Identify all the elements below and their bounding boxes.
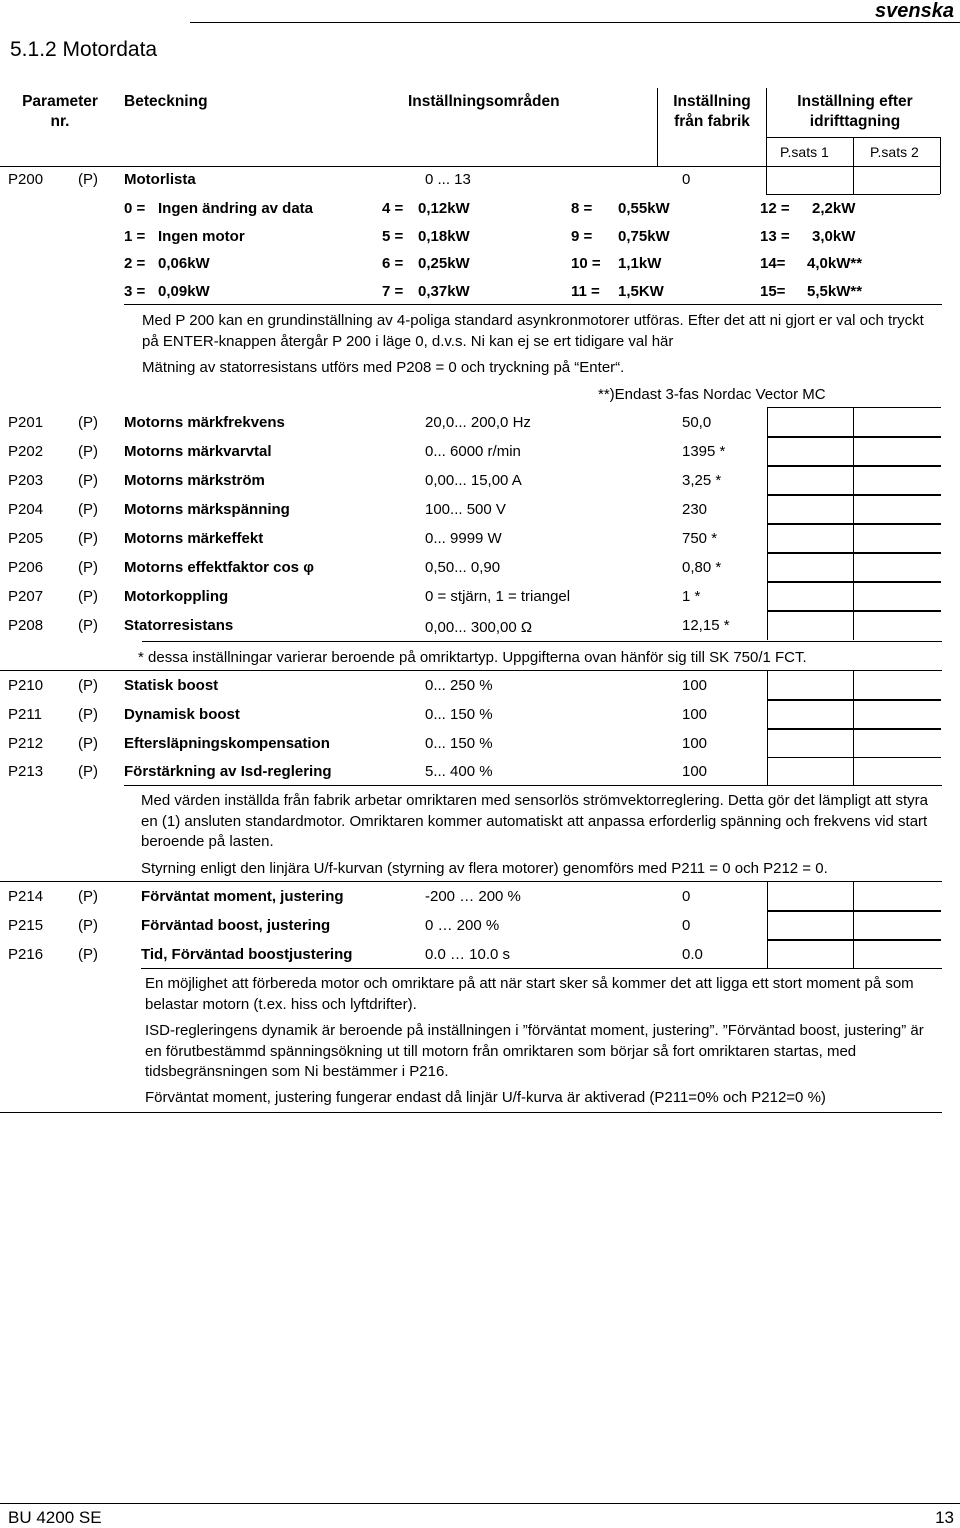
opt-2-key: 2 = (124, 255, 146, 272)
row-p208-name: Statorresistans (124, 617, 234, 634)
opt-1-val: Ingen motor (158, 228, 245, 245)
row-p216-factory: 0.0 (682, 946, 703, 963)
row-p212-nr: P212 (8, 735, 44, 752)
row-p204-p: (P) (78, 501, 98, 518)
box-p211-set1 (767, 699, 854, 730)
opt-13-val: 3,0kW (812, 228, 856, 245)
opt-6-val: 0,25kW (418, 255, 470, 272)
box-p204-set2 (853, 494, 941, 525)
row-p212-name: Eftersläpningskompensation (124, 735, 330, 752)
header-set-right (940, 137, 941, 194)
header-after-line1: Inställning efter (797, 93, 913, 110)
p200-options-rule (124, 304, 942, 305)
header-factory-line1: Inställning (673, 93, 751, 110)
header-parameter (14, 92, 106, 132)
opt-1-key: 1 = (124, 228, 146, 245)
row-p215-nr: P215 (8, 917, 44, 934)
row-p205-range: 0... 9999 W (425, 530, 502, 547)
box-p203-set2 (853, 465, 941, 496)
row-p202-range: 0... 6000 r/min (425, 443, 521, 460)
row-p210-p: (P) (78, 677, 98, 694)
box-p212-set2 (853, 728, 941, 758)
p200-name: Motorlista (124, 171, 196, 188)
opt-14-val: 4,0kW** (807, 255, 863, 272)
row-p203-factory: 3,25 * (682, 472, 722, 489)
box-p216-set2 (853, 939, 941, 968)
language-label: svenska (875, 0, 954, 22)
opt-5-key: 5 = (382, 228, 404, 245)
opt-5-val: 0,18kW (418, 228, 470, 245)
p200-note2: Mätning av statorresistans utförs med P208 = 0 och tryckning på “Enter“. (142, 359, 625, 376)
row-p212-factory: 100 (682, 735, 708, 752)
header-factory (660, 92, 764, 132)
box-p213-set1 (767, 757, 854, 785)
row-p201-name: Motorns märkfrekvens (124, 414, 285, 431)
para-b1: Med värden inställda från fabrik arbetar omriktaren med sensorlös strömvektorreglering. Detta gör det lämpligt att styra en (1) ansluten standardmotor. Omriktaren kommer automatiskt att anpassa erforderlig spänning och frekvens vid start beroende på lasten. (141, 792, 929, 850)
row-p204-factory: 230 (682, 501, 708, 518)
box-p201-set2 (853, 407, 941, 438)
header-bottom-rule (0, 166, 940, 167)
box-p206-set1 (767, 552, 854, 583)
box-p206-set2 (853, 552, 941, 583)
box-p201-set1 (767, 407, 854, 438)
opt-4-key: 4 = (382, 200, 404, 217)
row-p204-name: Motorns märkspänning (124, 501, 290, 518)
opt-10-val: 1,1kW (618, 255, 662, 272)
opt-3-val: 0,09kW (158, 283, 210, 300)
box-p214-set2 (853, 881, 941, 912)
row-p211-range: 0... 150 % (425, 706, 493, 723)
header-factory-line2: från fabrik (674, 113, 750, 130)
header-divider-2 (766, 88, 767, 194)
opt-7-key: 7 = (382, 283, 404, 300)
row-p213-factory: 100 (682, 763, 708, 780)
p200-nr: P200 (8, 171, 44, 188)
box-p216-set1 (767, 939, 854, 968)
row-p216-name: Tid, Förväntad boostjustering (141, 946, 353, 963)
box-p203-set1 (767, 465, 854, 496)
box-p202-set1 (767, 436, 854, 467)
section-title: 5.1.2 Motordata (10, 38, 158, 61)
opt-10-key: 10 = (571, 255, 601, 272)
box-p205-set2 (853, 523, 941, 554)
row-p207-nr: P207 (8, 588, 44, 605)
row-p208-p: (P) (78, 617, 98, 634)
row-p206-range: 0,50... 0,90 (425, 559, 501, 576)
row-p214-range: -200 … 200 % (425, 888, 521, 905)
box-p208-set2 (853, 610, 941, 640)
opt-8-key: 8 = (571, 200, 593, 217)
opt-2-val: 0,06kW (158, 255, 210, 272)
footer-rule (0, 1503, 960, 1504)
row-p201-nr: P201 (8, 414, 44, 431)
p200-box-bottom (766, 194, 940, 195)
opt-0-val: Ingen ändring av data (158, 200, 314, 217)
box-p207-set2 (853, 581, 941, 612)
p208-rule (142, 641, 942, 642)
row-p202-p: (P) (78, 443, 98, 460)
para-c2: ISD-regleringens dynamik är beroende på inställningen i ”förväntat moment, justering”. ”Förväntad boost, justering” är en förutbestämmd spänningsökning ut till motorn från omriktaren som börjar så fort omriktaren startas, med tidsbegränsningen som Ni bestämmer i P216. (145, 1022, 924, 1080)
opt-7-val: 0,37kW (418, 283, 470, 300)
row-p207-factory: 1 * (682, 588, 701, 605)
header-set2: P.sats 2 (870, 144, 919, 160)
header-parameter-line2: nr. (50, 113, 70, 130)
box-p211-set2 (853, 699, 941, 730)
opt-13-key: 13 = (760, 228, 790, 245)
header-range: Inställningsområden (408, 93, 560, 110)
opt-9-val: 0,75kW (618, 228, 670, 245)
p200-note3: **)Endast 3-fas Nordac Vector MC (598, 386, 826, 403)
row-p205-name: Motorns märkeffekt (124, 530, 264, 547)
opt-9-key: 9 = (571, 228, 593, 245)
row-p206-name: Motorns effektfaktor cos φ (124, 559, 314, 576)
note-star: * dessa inställningar varierar beroende på omriktartyp. Uppgifterna ovan hänför sig till SK 750/1 FCT. (138, 649, 807, 666)
row-p201-factory: 50,0 (682, 414, 712, 431)
opt-15-val: 5,5kW** (807, 283, 863, 300)
para-c1: En möjlighet att förbereda motor och omriktare på att när start sker så kommer det att ligga ett stort moment på som belastar motorn (t.ex. hiss och lyftdrifter). (145, 975, 914, 1013)
row-p210-name: Statisk boost (124, 677, 219, 694)
row-p204-nr: P204 (8, 501, 44, 518)
row-p203-nr: P203 (8, 472, 44, 489)
box-p208-set1 (767, 610, 854, 640)
opt-12-val: 2,2kW (812, 200, 856, 217)
opt-0-key: 0 = (124, 200, 146, 217)
p200-note1: Med P 200 kan en grundinställning av 4-poliga standard asynkronmotorer utföras. Efter det att ni gjort er val och tryckt på ENTER-knappen återgår P 200 i läge 0, d.v.s. Ni kan ej se ert tidigare val här (142, 312, 924, 350)
row-p210-factory: 100 (682, 677, 708, 694)
row-p214-name: Förväntat moment, justering (141, 888, 344, 905)
box-p215-set2 (853, 910, 941, 941)
row-p213-nr: P213 (8, 763, 44, 780)
p200-p: (P) (78, 171, 98, 188)
row-p206-nr: P206 (8, 559, 44, 576)
box-p210-set2 (853, 670, 941, 701)
row-p214-factory: 0 (682, 888, 691, 905)
opt-6-key: 6 = (382, 255, 404, 272)
box-p214-set1 (767, 881, 854, 912)
row-p208-factory: 12,15 * (682, 617, 730, 634)
row-p215-p: (P) (78, 917, 98, 934)
p213-rule (124, 785, 942, 786)
row-p207-range: 0 = stjärn, 1 = triangel (425, 588, 571, 605)
header-after-line2: idrifttagning (809, 113, 901, 130)
row-p212-p: (P) (78, 735, 98, 752)
row-p203-name: Motorns märkström (124, 472, 265, 489)
row-p211-factory: 100 (682, 706, 708, 723)
row-p208-range: 0,00... 300,00 Ω (425, 619, 533, 636)
box-p215-set1 (767, 910, 854, 941)
row-p205-nr: P205 (8, 530, 44, 547)
box-p210-set1 (767, 670, 854, 701)
box-p204-set1 (767, 494, 854, 525)
opt-11-val: 1,5KW (618, 283, 664, 300)
p200-factory: 0 (682, 171, 691, 188)
row-p202-nr: P202 (8, 443, 44, 460)
row-p201-range: 20,0... 200,0 Hz (425, 414, 531, 431)
row-p215-factory: 0 (682, 917, 691, 934)
row-p208-nr: P208 (8, 617, 44, 634)
header-designation: Beteckning (124, 93, 208, 110)
opt-14-key: 14= (760, 255, 786, 272)
row-p201-p: (P) (78, 414, 98, 431)
footer-page: 13 (935, 1508, 954, 1527)
row-p210-nr: P210 (8, 677, 44, 694)
row-p205-factory: 750 * (682, 530, 718, 547)
header-divider-1 (657, 88, 658, 166)
row-p210-range: 0... 250 % (425, 677, 493, 694)
box-p205-set1 (767, 523, 854, 554)
row-p211-nr: P211 (8, 706, 42, 723)
para-c3: Förväntat moment, justering fungerar endast då linjär U/f-kurva är aktiverad (P211=0% och P212=0 %) (145, 1089, 826, 1106)
row-p211-p: (P) (78, 706, 98, 723)
para-b2: Styrning enligt den linjära U/f-kurvan (styrning av flera motorer) genomförs med P211 = 0 och P212 = 0. (141, 860, 828, 877)
box-p212-set1 (767, 728, 854, 758)
opt-3-key: 3 = (124, 283, 146, 300)
opt-12-key: 12 = (760, 200, 790, 217)
box-p213-set2 (853, 757, 941, 785)
row-p205-p: (P) (78, 530, 98, 547)
box-p202-set2 (853, 436, 941, 467)
row-p216-nr: P216 (8, 946, 44, 963)
table-bottom-rule (0, 1112, 942, 1113)
row-p216-range: 0.0 … 10.0 s (425, 946, 511, 963)
row-p214-p: (P) (78, 888, 98, 905)
box-p207-set1 (767, 581, 854, 612)
row-p213-name: Förstärkning av Isd-reglering (124, 763, 332, 780)
opt-8-val: 0,55kW (618, 200, 670, 217)
header-set1: P.sats 1 (780, 144, 829, 160)
row-p212-range: 0... 150 % (425, 735, 493, 752)
footer-doc: BU 4200 SE (8, 1508, 102, 1527)
p216-rule (141, 968, 942, 969)
opt-11-key: 11 = (571, 283, 600, 300)
row-p207-p: (P) (78, 588, 98, 605)
row-p203-p: (P) (78, 472, 98, 489)
row-p204-range: 100... 500 V (425, 501, 506, 518)
row-p206-p: (P) (78, 559, 98, 576)
row-p206-factory: 0,80 * (682, 559, 722, 576)
opt-15-key: 15= (760, 283, 786, 300)
row-p213-range: 5... 400 % (425, 763, 493, 780)
row-p202-name: Motorns märkvarvtal (124, 443, 272, 460)
row-p203-range: 0,00... 15,00 A (425, 472, 522, 489)
row-p213-p: (P) (78, 763, 98, 780)
row-p211-name: Dynamisk boost (124, 706, 240, 723)
row-p215-range: 0 … 200 % (425, 917, 500, 934)
row-p216-p: (P) (78, 946, 98, 963)
row-p214-nr: P214 (8, 888, 44, 905)
p200-range: 0 ... 13 (425, 171, 471, 188)
opt-4-val: 0,12kW (418, 200, 470, 217)
row-p207-name: Motorkoppling (124, 588, 229, 605)
row-p215-name: Förväntad boost, justering (141, 917, 331, 934)
header-parameter-line1: Parameter (22, 93, 98, 110)
row-p202-factory: 1395 * (682, 443, 726, 460)
header-after-setup (770, 92, 940, 132)
header-rule (190, 22, 960, 23)
